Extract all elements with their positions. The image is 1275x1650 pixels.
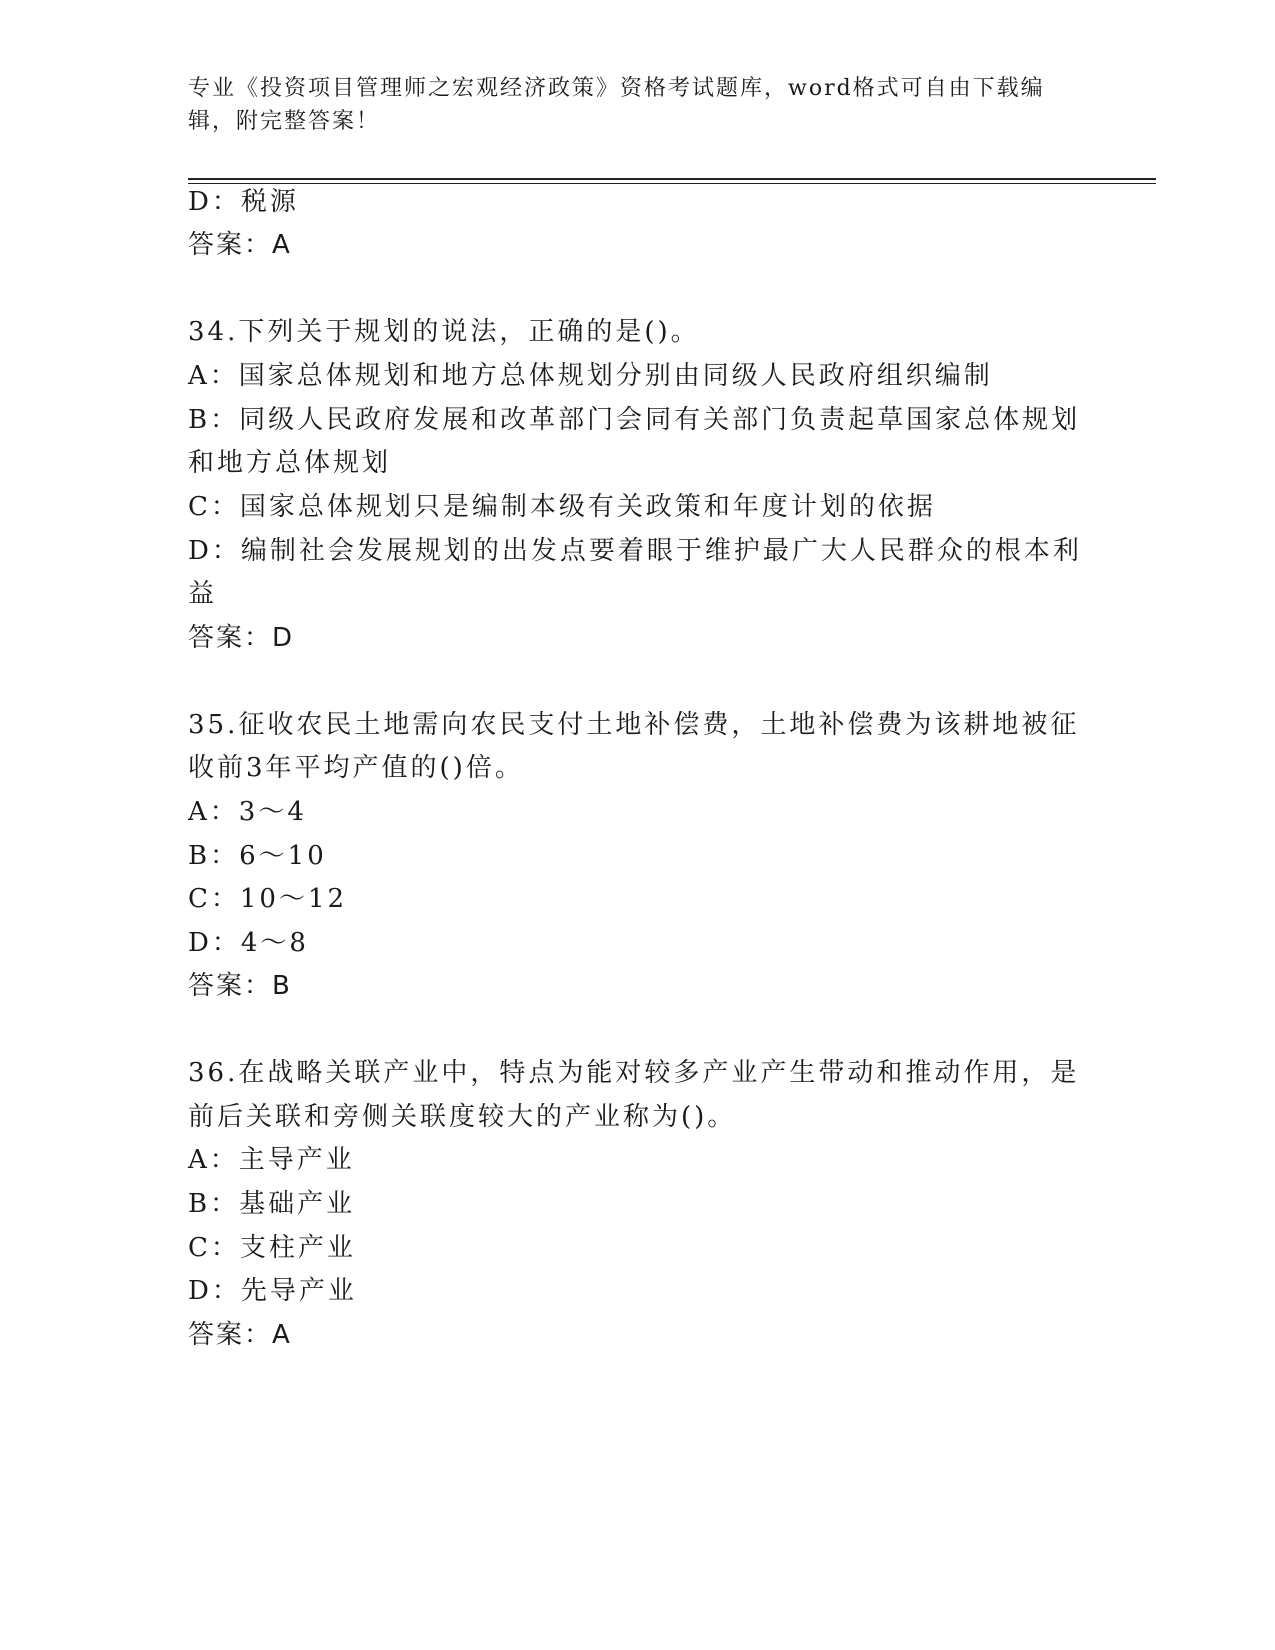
q35-option-b: B：6～10 [188, 841, 327, 871]
q36-answer: 答案：A [188, 1320, 292, 1350]
q35-stem: 35.征收农民土地需向农民支付土地补偿费，土地补偿费为该耕地被征 [188, 710, 1080, 740]
q36-option-b: B：基础产业 [188, 1189, 356, 1219]
q36-stem: 36.在战略关联产业中，特点为能对较多产业产生带动和推动作用，是 [188, 1058, 1080, 1088]
q34-option-a: A：国家总体规划和地方总体规划分别由同级人民政府组织编制 [188, 361, 993, 391]
q34-option-b-cont: 和地方总体规划 [188, 448, 392, 478]
q34-option-d-cont: 益 [188, 579, 218, 609]
header-line-1: 专业《投资项目管理师之宏观经济政策》资格考试题库，word格式可自由下载编 [188, 76, 1045, 101]
q36-option-c: C：支柱产业 [188, 1233, 356, 1263]
q36-option-a: A：主导产业 [188, 1145, 355, 1175]
q35-option-d: D：4～8 [188, 928, 309, 958]
q34-stem: 34.下列关于规划的说法，正确的是()。 [188, 317, 700, 347]
header-line-2: 辑，附完整答案！ [188, 109, 381, 134]
q35-answer: 答案：B [188, 971, 292, 1001]
prev-option-d: D：税源 [188, 187, 299, 217]
q34-option-b: B：同级人民政府发展和改革部门会同有关部门负责起草国家总体规划 [188, 405, 1081, 435]
q35-stem-cont: 收前3年平均产值的()倍。 [188, 753, 524, 783]
document-header [188, 72, 1088, 138]
q35-option-c: C：10～12 [188, 884, 348, 914]
prev-answer: 答案：A [188, 230, 292, 260]
q36-stem-cont: 前后关联和旁侧关联度较大的产业称为()。 [188, 1102, 737, 1132]
q34-answer: 答案：D [188, 623, 295, 653]
q34-option-d: D：编制社会发展规划的出发点要着眼于维护最广大人民群众的根本利 [188, 536, 1082, 566]
q36-option-d: D：先导产业 [188, 1276, 357, 1306]
q34-option-c: C：国家总体规划只是编制本级有关政策和年度计划的依据 [188, 492, 936, 522]
q35-option-a: A：3～4 [188, 797, 307, 827]
